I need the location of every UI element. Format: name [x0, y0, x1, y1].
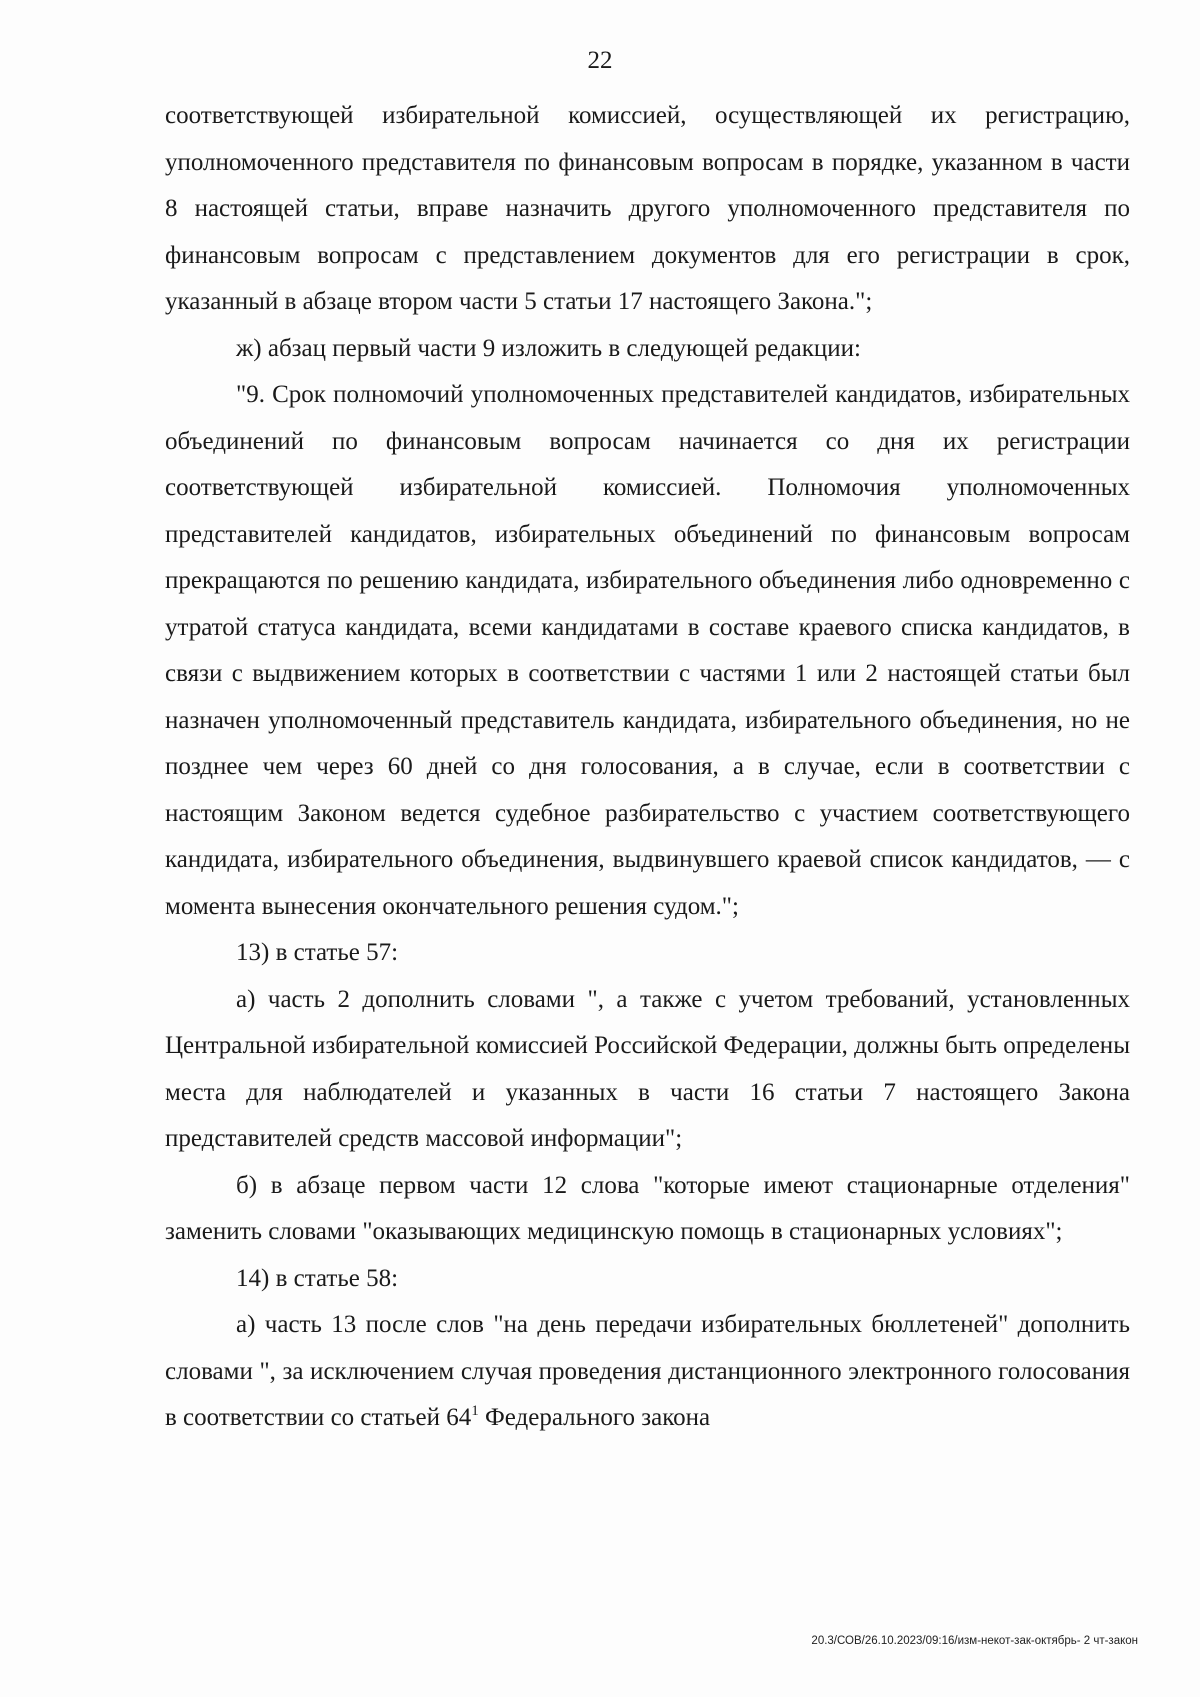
paragraph-item-14: 14) в статье 58:: [236, 1264, 399, 1292]
paragraph-item-13a: а) часть 2 дополнить словами ", а также с учетом требований, установленных Центральной избирательной комиссией Российской Федерации, должны быть определены места для наблюдателей и указанных в части 16 статьи 7 настоящего Закона представителей средств массовой информации";: [165, 985, 1130, 1152]
paragraph-continuation: соответствующей избирательной комиссией, осуществляющей их регистрацию, уполномоченного представителя по финансовым вопросам в порядке, указанном в части 8 настоящей статьи, вправе назначить другого уполномоченного представителя по финансовым вопросам с представлением документов для его регистрации в срок, указанный в абзаце втором части 5 статьи 17 настоящего Закона.";: [165, 102, 1130, 315]
paragraph-item-14a: [165, 1302, 1130, 1442]
document-body: [165, 93, 1130, 1442]
footer-document-code: 20.3/СОВ/26.10.2023/09:16/изм-некот-зак-октябрь- 2 чт-закон: [811, 1635, 1138, 1647]
paragraph-part-9: "9. Срок полномочий уполномоченных представителей кандидатов, избирательных объединений по финансовым вопросам начинается со дня их регистрации соответствующей избирательной комиссией. Полномочия уполномоченных представителей кандидатов, избирательных объединений по финансовым вопросам прекращаются по решению кандидата, избирательного объединения либо одновременно с утратой статуса кандидата, всеми кандидатами в составе краевого списка кандидатов, в связи с выдвижением которых в соответствии с частями 1 или 2 настоящей статьи был назначен уполномоченный представитель кандидата, избирательного объединения, но не позднее чем через 60 дней со дня голосования, а в случае, если в соответствии с настоящим Законом ведется судебное разбирательство с участием соответствующего кандидата, избирательного объединения, выдвинувшего краевой список кандидатов, — с момента вынесения окончательного решения судом.";: [165, 381, 1130, 920]
paragraph-item-13: 13) в статье 57:: [236, 939, 399, 966]
paragraph-text-after: Федерального закона: [478, 1404, 711, 1431]
paragraph-text-before: а) часть 13 после слов "на день передачи избирательных бюллетеней" дополнить словами ", за исключением случая проведения дистанционного электронного голосования в соответствии со статьей 64: [165, 1311, 1130, 1431]
paragraph-item-zh: ж) абзац первый части 9 изложить в следующей редакции:: [236, 334, 861, 362]
article-superscript: 1: [471, 1403, 479, 1419]
paragraph-item-13b: б) в абзаце первом части 12 слова "которые имеют стационарные отделения" заменить словами "оказывающих медицинскую помощь в стационарных условиях";: [165, 1171, 1130, 1245]
page-number: 22: [587, 47, 613, 74]
